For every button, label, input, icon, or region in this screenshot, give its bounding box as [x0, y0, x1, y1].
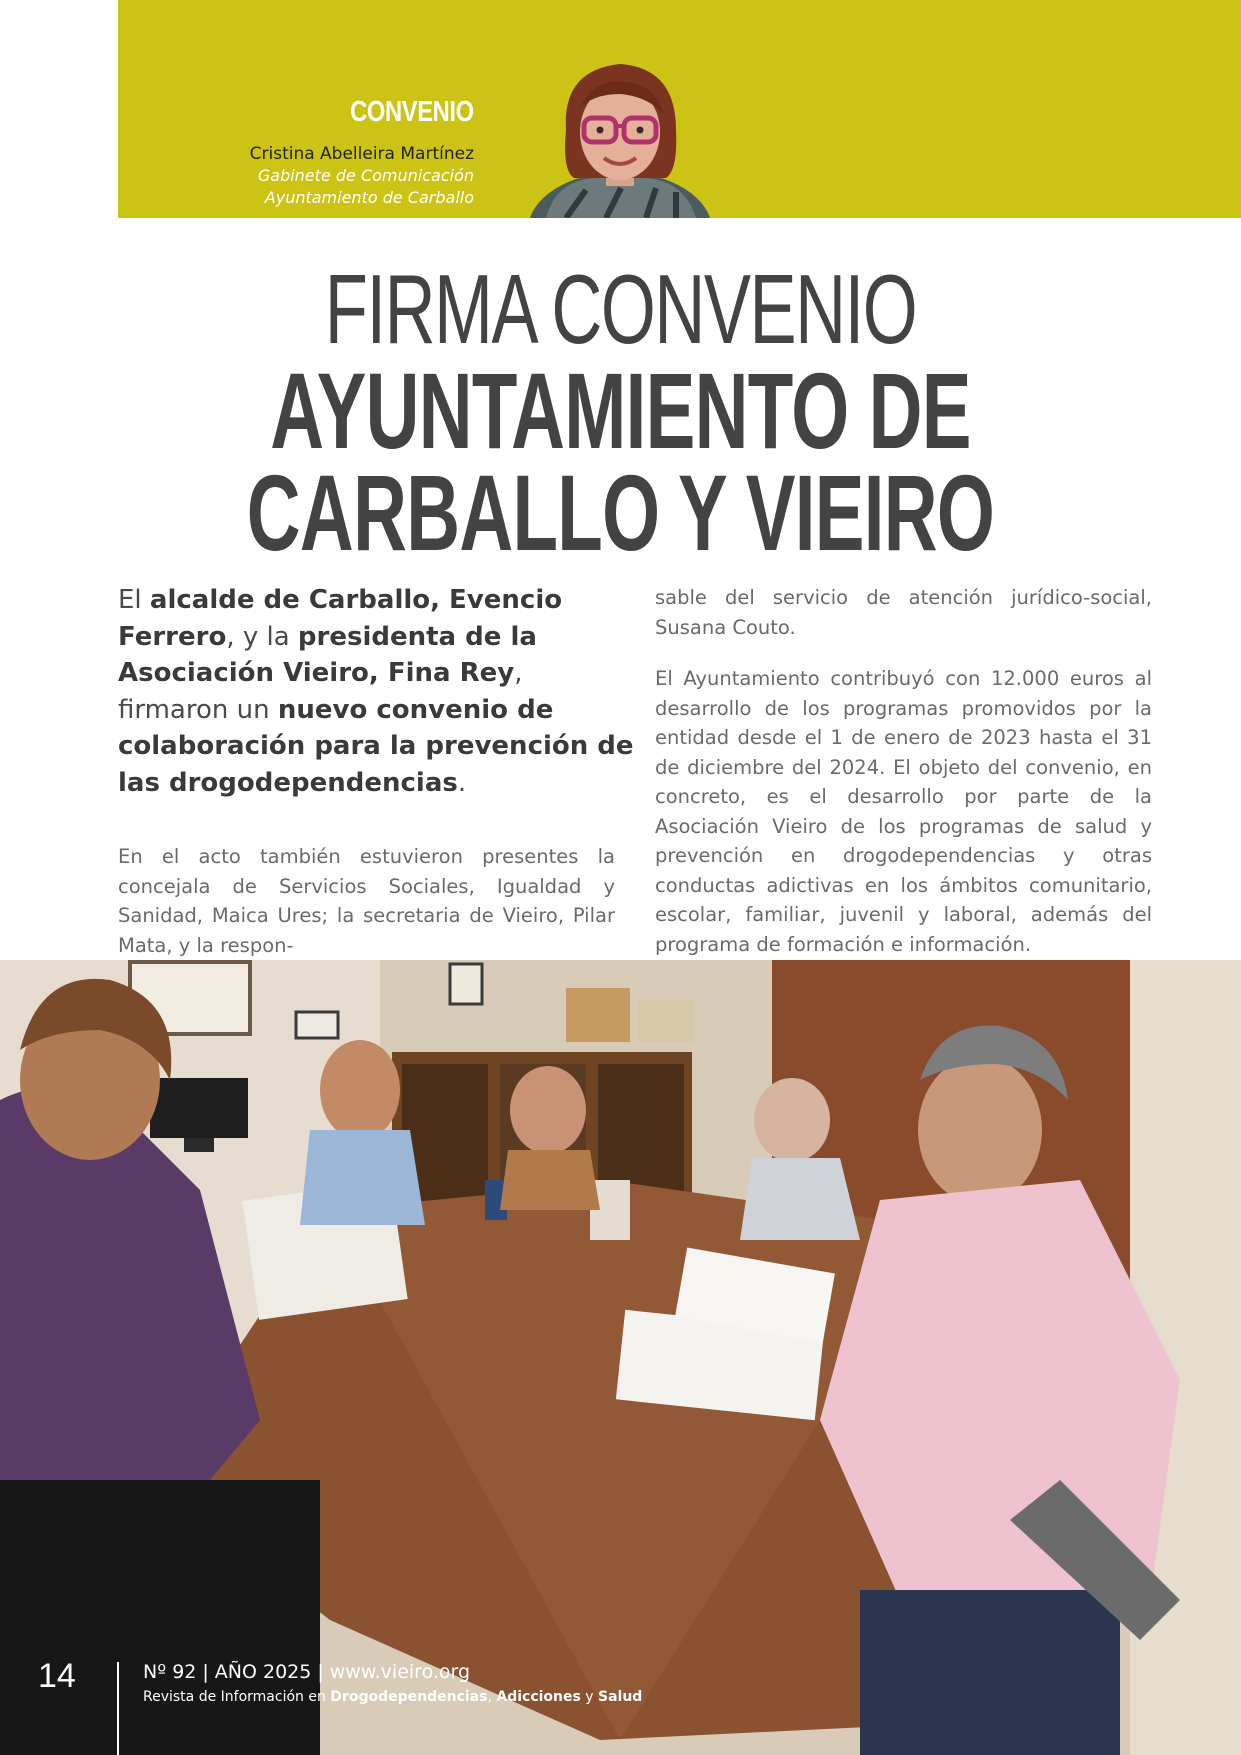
author-name: Cristina Abelleira Martínez	[249, 144, 474, 164]
footer-divider	[117, 1662, 119, 1755]
issue-year: AÑO 2025	[214, 1661, 312, 1683]
lead-bold-3: nuevo convenio de colaboración para la prevención de las drogodependencias	[118, 694, 634, 798]
website-link[interactable]: www.vieiro.org	[329, 1661, 471, 1683]
tagline-text: ,	[487, 1689, 497, 1705]
footer-tagline	[143, 1689, 642, 1705]
footer-issue-line	[143, 1661, 470, 1683]
lead-text-4: .	[457, 767, 467, 798]
tagline-text: y	[580, 1689, 599, 1705]
issue-number: Nº 92	[143, 1661, 197, 1683]
section-label: CONVENIO	[350, 96, 474, 128]
separator: |	[202, 1661, 209, 1683]
lead-text-1: El	[118, 585, 150, 615]
body-column-right	[655, 583, 1152, 981]
title-line-2: AYUNTAMIENTO DE	[270, 350, 971, 471]
meeting-photo	[0, 960, 1241, 1755]
title-line-1: FIRMA CONVENIO	[324, 254, 917, 364]
author-role-1: Gabinete de Comunicación	[257, 166, 474, 185]
lead-text-2: , y la	[226, 621, 298, 652]
body-paragraph-1a: En el acto también estuvieron presentes la concejala de Servicios Sociales, Igualdad y Sanidad, Maica Ures; la secretaria de Vieiro, Pilar Mata, y la respon-	[118, 845, 615, 957]
body-paragraph-1b: sable del servicio de atención jurídico-social, Susana Couto.	[655, 586, 1152, 639]
body-paragraph-2: El Ayuntamiento contribuyó con 12.000 euros al desarrollo de los programas promovidos por la entidad desde el 1 de enero de 2023 hasta el 31 de diciembre del 2024. El objeto del convenio, en concreto, es el desarrollo por parte de la Asociación Vieiro de los programas de salud y prevención en drogodependencias y otras conductas adictivas en los ámbitos comunitario, escolar, familiar, juvenil y laboral, además del programa de formación e información.	[655, 667, 1152, 956]
page-number: 14	[38, 1657, 76, 1695]
tagline-bold: Adicciones	[496, 1689, 581, 1705]
tagline-bold: Salud	[598, 1689, 643, 1705]
lead-paragraph	[118, 582, 638, 801]
author-block	[250, 143, 474, 209]
title-line-3: CARBALLO Y VIEIRO	[246, 452, 995, 573]
lead-text-3: , firmaron un	[118, 658, 523, 725]
author-portrait	[526, 60, 714, 218]
lead-bold-1: alcalde de Carballo, Evencio Ferrero	[118, 585, 563, 652]
tagline-bold: Drogodependencias	[330, 1689, 488, 1705]
lead-bold-2: presidenta de la Asociación Vieiro, Fina Rey	[118, 621, 537, 688]
body-column-left	[118, 842, 615, 960]
tagline-text: Revista de Información en	[143, 1689, 331, 1705]
author-role-2: Ayuntamiento de Carballo	[264, 188, 474, 207]
separator: |	[317, 1661, 324, 1683]
article-title	[0, 254, 1241, 573]
